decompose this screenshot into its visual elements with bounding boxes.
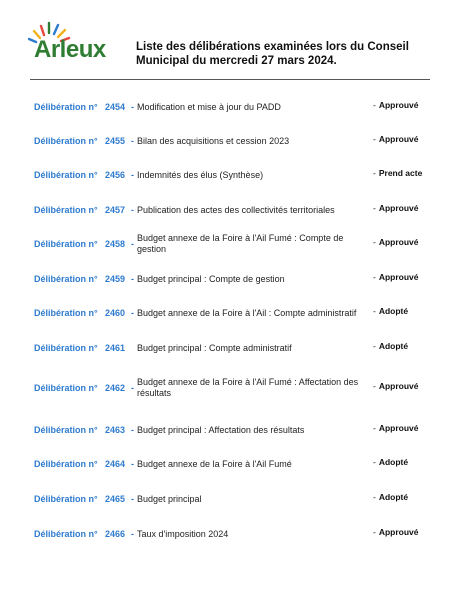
deliberation-label: Délibération n° (34, 239, 98, 249)
separator-dash: - (131, 459, 134, 469)
deliberation-status (373, 423, 419, 433)
deliberation-row (0, 205, 450, 235)
separator-dash: - (131, 170, 134, 180)
deliberation-status (373, 237, 419, 247)
status-value: Approuvé (378, 272, 419, 282)
header-divider (30, 79, 430, 80)
deliberation-id: 2456 (105, 170, 126, 180)
deliberation-row (0, 102, 450, 132)
deliberation-row (0, 343, 450, 373)
deliberation-label: Délibération n° (34, 425, 98, 435)
status-value: Approuvé (378, 237, 419, 247)
deliberation-label: Délibération n° (34, 274, 98, 284)
deliberation-status (373, 527, 419, 537)
status-value: Adopté (378, 341, 409, 351)
deliberation-label: Délibération n° (34, 383, 98, 393)
status-dash: - (373, 168, 376, 178)
deliberation-label: Délibération n° (34, 205, 98, 215)
deliberation-id: 2458 (105, 239, 126, 249)
deliberation-id: 2461 (105, 343, 126, 353)
separator-dash: - (131, 205, 134, 215)
status-value: Approuvé (378, 134, 419, 144)
deliberation-subject: Indemnités des élus (Synthèse) (137, 170, 264, 180)
status-dash: - (373, 203, 376, 213)
deliberation-subject: Publication des actes des collectivités territoriales (137, 205, 335, 215)
deliberation-status (373, 168, 422, 178)
separator-dash: - (131, 136, 134, 146)
arleux-logo (28, 20, 118, 72)
deliberation-subject: Budget annexe de la Foire à l'Ail : Compte administratif (137, 308, 357, 318)
deliberation-status (373, 272, 419, 282)
deliberation-id: 2462 (105, 383, 126, 393)
deliberation-subject: Budget principal : Affectation des résultats (137, 425, 305, 435)
deliberation-number (34, 102, 134, 112)
deliberation-label: Délibération n° (34, 343, 98, 353)
status-dash: - (373, 306, 376, 316)
status-dash: - (373, 134, 376, 144)
deliberation-subject: Budget principal (137, 494, 202, 504)
deliberation-row (0, 425, 450, 455)
deliberation-label: Délibération n° (34, 459, 98, 469)
deliberation-status (373, 134, 419, 144)
deliberation-row (0, 308, 450, 338)
status-dash: - (373, 272, 376, 282)
deliberation-id: 2463 (105, 425, 126, 435)
deliberation-status (373, 203, 419, 213)
deliberation-row (0, 233, 450, 269)
deliberation-number (34, 136, 134, 146)
deliberation-number (34, 170, 134, 180)
separator-dash: - (131, 239, 134, 249)
deliberation-id: 2455 (105, 136, 126, 146)
deliberation-id: 2459 (105, 274, 126, 284)
deliberation-row (0, 459, 450, 489)
deliberation-subject: Taux d'imposition 2024 (137, 529, 229, 539)
separator-dash: - (131, 425, 134, 435)
deliberation-status (373, 492, 408, 502)
page-title: Liste des délibérations examinées lors du Conseil Municipal du mercredi 27 mars 2024. (136, 41, 409, 67)
status-dash: - (373, 457, 376, 467)
deliberation-label: Délibération n° (34, 102, 98, 112)
separator-dash: - (131, 308, 134, 318)
logo-wordmark: Arleux (34, 36, 106, 63)
separator-dash: - (131, 529, 134, 539)
deliberation-number (34, 239, 134, 249)
deliberation-label: Délibération n° (34, 136, 98, 146)
status-value: Approuvé (378, 423, 419, 433)
deliberation-subject: Modification et mise à jour du PADD (137, 102, 281, 112)
deliberation-row (0, 170, 450, 200)
deliberation-id: 2460 (105, 308, 126, 318)
deliberation-number (34, 343, 126, 353)
status-value: Approuvé (378, 100, 419, 110)
deliberation-label: Délibération n° (34, 494, 98, 504)
separator-dash: - (131, 383, 134, 393)
deliberation-subject: Bilan des acquisitions et cession 2023 (137, 136, 290, 146)
deliberation-label: Délibération n° (34, 170, 98, 180)
status-value: Prend acte (378, 168, 423, 178)
deliberation-subject: Budget annexe de la Foire à l'Ail Fumé (137, 459, 292, 469)
deliberation-row (0, 529, 450, 559)
separator-dash: - (131, 494, 134, 504)
status-dash: - (373, 100, 376, 110)
deliberation-status (373, 100, 419, 110)
separator-dash: - (131, 274, 134, 284)
status-value: Approuvé (378, 203, 419, 213)
status-value: Approuvé (378, 381, 419, 391)
deliberation-status (373, 457, 408, 467)
status-dash: - (373, 492, 376, 502)
deliberation-label: Délibération n° (34, 308, 98, 318)
status-value: Approuvé (378, 527, 419, 537)
deliberation-id: 2454 (105, 102, 126, 112)
deliberation-status (373, 341, 408, 351)
deliberation-number (34, 529, 134, 539)
deliberation-id: 2465 (105, 494, 126, 504)
status-dash: - (373, 527, 376, 537)
deliberation-number (34, 274, 134, 284)
deliberation-id: 2466 (105, 529, 126, 539)
deliberation-label: Délibération n° (34, 529, 98, 539)
deliberation-number (34, 494, 134, 504)
status-dash: - (373, 341, 376, 351)
deliberation-status (373, 306, 408, 316)
deliberation-subject: Budget principal : Compte administratif (137, 343, 292, 353)
deliberation-row (0, 274, 450, 304)
status-value: Adopté (378, 492, 409, 502)
deliberation-number (34, 459, 134, 469)
status-value: Adopté (378, 457, 409, 467)
separator-dash: - (131, 102, 134, 112)
deliberation-number (34, 205, 134, 215)
deliberation-status (373, 381, 419, 391)
deliberation-subject: Budget annexe de la Foire à l'Ail Fumé : Compte de gestion (137, 233, 344, 254)
deliberation-row (0, 377, 450, 413)
status-dash: - (373, 237, 376, 247)
deliberation-number (34, 308, 134, 318)
deliberation-subject: Budget principal : Compte de gestion (137, 274, 285, 284)
deliberation-row (0, 136, 450, 166)
deliberation-row (0, 494, 450, 524)
deliberation-number (34, 425, 134, 435)
status-dash: - (373, 381, 376, 391)
deliberation-id: 2457 (105, 205, 126, 215)
deliberation-number (34, 383, 134, 393)
page-header (0, 0, 450, 80)
status-value: Adopté (378, 306, 409, 316)
status-dash: - (373, 423, 376, 433)
deliberation-id: 2464 (105, 459, 126, 469)
deliberation-subject: Budget annexe de la Foire à l'Ail Fumé : Affectation des résultats (137, 377, 359, 398)
